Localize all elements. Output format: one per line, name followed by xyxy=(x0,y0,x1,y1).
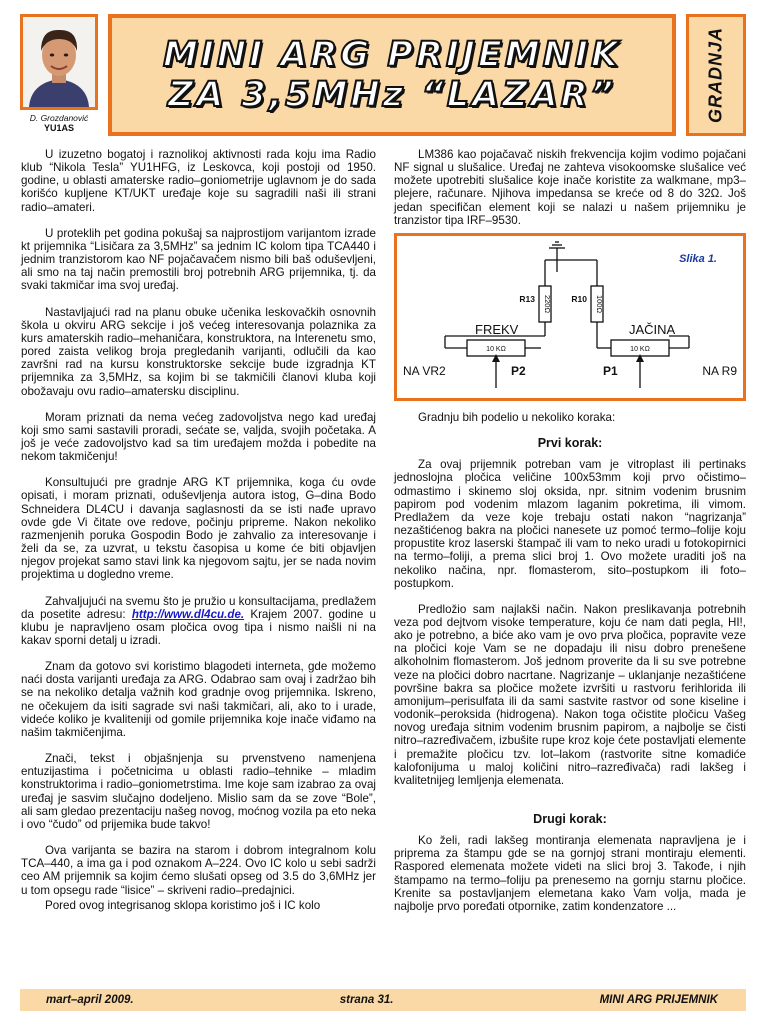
paragraph: U izuzetno bogatoj i raznolikoj aktivnosti rada koju ima Radio klub “Nikola Tesla” YU1HFG, iz Leskovca, koji postoji od 1950. godine, u oblasti amaterske radio–goniometrije uglavnom je do sada korišćo kupljene KT/UKT uređaje koje su sagradili naši ili strani radio–amateri. xyxy=(21,148,376,214)
p2-label: P2 xyxy=(511,363,526,378)
paragraph-text: Zahvaljujući na svemu što je pružio u konsultacijama, predlažem da posetite adresu: xyxy=(21,594,376,621)
step2-heading: Drugi korak: xyxy=(533,812,607,826)
author-name: D. Grozdanović xyxy=(29,113,89,123)
paragraph: U proteklih pet godina pokušaj sa najprostijom varijantom izrade kt prijemnika “Lisičara za 3,5MHz” sa jednim IC kolom tipa TCA440 i jednim tranzistorom kao NF pojačavačem nismo bili baš oduševljeni, ali smo na taj način premostili broj potrebnih ARG prijemnika, tj. da svaki takmičar ima svoj uređaj. xyxy=(21,226,376,293)
footer-section: MINI ARG PRIJEMNIK xyxy=(599,994,718,1006)
paragraph: Znači, tekst i objašnjenja su prvenstveno namenjena entuzijastima i početnicima u oblasti radio–tehnike – mladim konstruktorima i radio–goniometrstima. Ime koje sam izabrao za ovaj uređaj je sasvim slučajno dodeljeno. Mislio sam da se zove “Bole”, ali sam gledao prezentaciju našeg novog, moćnog vozila pa eto neka i ovo “čudo” od prijemika bude takvo! xyxy=(21,752,376,831)
paragraph: Predložio sam najlakši način. Nakon preslikavanja potrebnih veza pod dejtvom visoke temperature, koju će nam dati pegla, HI!, ako je potrebno, a biće ako vam je ovo prva pločica, popravite veze na pločici koje Vam se ne dopadaju ili nisu dobro prenešene alkoholnim flomasterom. Još jednom proverite da li su sve potrebne veze na pločici dobro nacrtane. Nagrizanje – uklanjanje nezaštićene površine bakra sa pločice možete izvršiti u rastvoru ferihlorida ili amonijum–perisulfata ili da sami sastvite rastvor od sone kiseline i vodonik–peroksida (hidrogena). Nakon toga očistite pločicu Vašeg novog uređaja sitnim vodenim brusnim papirom, a najbolje se čisti nitro–razređivačem, izbušite rupe kroz koje ćete postavljati elemente i premažite pločicu tzv. lot–lakom (rastvorite sitne komadiće kalofonijuma u maloj količini nitro–razređivača) radi lakšeg i kvalitetnijeg lemljenja elemenata. xyxy=(394,602,746,787)
r9-label: NA R9 xyxy=(702,363,737,378)
author-photo xyxy=(20,14,98,110)
right-column xyxy=(394,148,746,913)
figure-caption: Slika 1. xyxy=(679,252,717,265)
paragraph xyxy=(21,595,376,648)
potentiometer-schematic xyxy=(397,236,743,398)
p1-label: P1 xyxy=(603,363,618,378)
r13-value: 220Ω xyxy=(543,294,552,313)
author-callsign: YU1AS xyxy=(43,123,74,133)
left-column xyxy=(21,148,376,912)
paragraph: LM386 kao pojačavač niskih frekvencija kojim vodimo pojačani NF signal u slušalice. Uređaj ne zahteva visokoomske slušalice već možete upotrebiti slušalice koje inače koristite za walkmane, mp3–plejere, računare. Njihova impedansa se kreće od 8 do 32Ω. Još jedan specifičan element koji se nalazi u našem prijemniku je tranzistor tipa IRF–9530. xyxy=(394,148,746,227)
paragraph: Pored ovog integrisanog sklopa koristimo još i IC kolo xyxy=(45,898,321,912)
paragraph: Znam da gotovo svi koristimo blagodeti interneta, gde možemo naći dosta varijanti uređaja za ARG. Odabrao sam ovaj i zadržao bih se na nekoliko detalja važnih kod gradnje ovog prijemnika. Iskreno, ne očekujem da isiti sagrade svi naši takmičari, ali, ako to i urade, videće koliko je kvaliteniji od gomile prijemnika koje inače viđamo na našim takmičenjima. xyxy=(21,660,376,739)
pot-p2-value: 10 KΩ xyxy=(486,345,506,353)
paragraph: Nastavljajući rad na planu obuke učenika leskovačkih osnovnih škola u okviru ARG sekcije i još većeg interesovanja polaznika za kurs amaterskih radio–mehaničara, konstruktora, na Interenetu smo, pored zaista velikog broja pregledanih varijanti, odlučili da kao završni rad na kursu konstruktorske sekcije bude izgradnja KT prijemnika za 3,5MHz, sa kojim bi se takmičili članovi kluba koji obožavaju ovu radio–amatersku disciplinu. xyxy=(21,305,376,398)
ground-symbol-icon xyxy=(549,242,565,248)
paragraph: Za ovaj prijemnik potreban vam je vitroplast ili pertinaks jednoslojna pločica veličine 100x53mm koji prvo očistimo–odmastimo i skinemo sloj oksida, npr. sitnim vodenim brusnim papirom pod vodenim mlazom laganim pokretima, ili vimom. Predlažem da veze koje trebaju ostati nakon “nagrizanja” nezaštićenog bakra na pločici nanesete uz pomoć termo–folije koju propustite kroz laserski štampač ili vam to neko uradi u fotokopirnici na termo–foliji, a prema slici broj 1. Ovo možete uraditi još na nekoliko načina, npr. flomasterom, sito–postupkom ili foto–postupkom. xyxy=(394,458,746,590)
issue-date: mart–april 2009. xyxy=(46,994,134,1006)
r13-label: R13 xyxy=(519,293,535,304)
page-footer xyxy=(20,989,746,1011)
arrow-up-icon xyxy=(492,354,500,362)
step1-heading: Prvi korak: xyxy=(537,436,603,451)
steps-intro: Gradnju bih podelio u nekoliko koraka: xyxy=(418,410,616,424)
r10-label: R10 xyxy=(571,293,587,304)
frekv-label: FREKV xyxy=(475,321,519,337)
title-banner xyxy=(108,14,676,136)
circuit-figure xyxy=(394,233,746,401)
r10-value: 100Ω xyxy=(595,294,604,313)
website-link[interactable]: http://www.dl4cu.de. xyxy=(131,607,245,621)
page-number: strana 31. xyxy=(339,994,394,1006)
title-line-2: ZA 3,5MHz “LAZAR” xyxy=(167,75,617,115)
jacina-label: JAČINA xyxy=(629,321,676,337)
title-line-1: MINI ARG PRIJEMNIK xyxy=(162,35,622,75)
paragraph-text: Krajem 2007. godine u klubu je napravljeno osam pločica ovog tipa i nismo naišli ni na kakav sporni detalj u izradi. xyxy=(21,607,376,647)
section-label: GRADNJA xyxy=(705,26,726,124)
author-portrait-icon xyxy=(23,17,95,107)
arrow-up-icon xyxy=(636,354,644,362)
paragraph: Ko želi, radi lakšeg montiranja elemenata napravljena je i priprema za štampu gde se na gornjoj strani montiraju elementi. Raspored elemenata možete videti na slici broj 3. Takođe, i njih štampamo na termo–foliju pa prenesemo na gornju starnu pločice. Krenite sa postavljanjem elemetana kako Vam volja, mada je najbolje prvo poređati otpornike, zatim kondenzatore ... xyxy=(394,834,746,913)
paragraph: Moram priznati da nema većeg zadovoljstva nego kad uređaj koji smo sami sastavili proradi, sećate se, valjda, svojih početaka. A još je veće zadovoljstvo kad sa tim uređajem možda i pobedite na nekom takmičenju! xyxy=(21,410,376,464)
paragraph: Ova varijanta se bazira na starom i dobrom integralnom kolu TCA–440, a ima ga i pod oznakom A–224. Ovo IC kolo u sebi sadrži ceo AM prijemnik sa kojim ćemo slušati opseg od 3.5 do 3,6MHz jer u tom opsegu rade “lisice” – skriveni radio–predajnici. xyxy=(21,844,376,897)
paragraph: Konsultujući pre gradnje ARG KT prijemnika, koga ću ovde opisati, i moram priznati, oduševljenja autora istog, G–dina Bodo Schneidera DL4CU i davanja saglasnosti da se isti nađe upravo ovde gde Vi čitate ove redove, počinju pripreme. Nakon nekoliko razmenjenih poruka Gospodin Bodo je zahvalio za interesovanje i želi da se, za uzvrat, u tekstu časopisa u kome će biti objavljen njegov projekat samo stavi link ka njegovom sajtu, jer se nada novim projektima u dogledno vreme. xyxy=(21,476,376,582)
vr2-label: NA VR2 xyxy=(403,363,446,378)
section-tab xyxy=(686,14,746,136)
pot-p1-value: 10 KΩ xyxy=(630,345,650,353)
